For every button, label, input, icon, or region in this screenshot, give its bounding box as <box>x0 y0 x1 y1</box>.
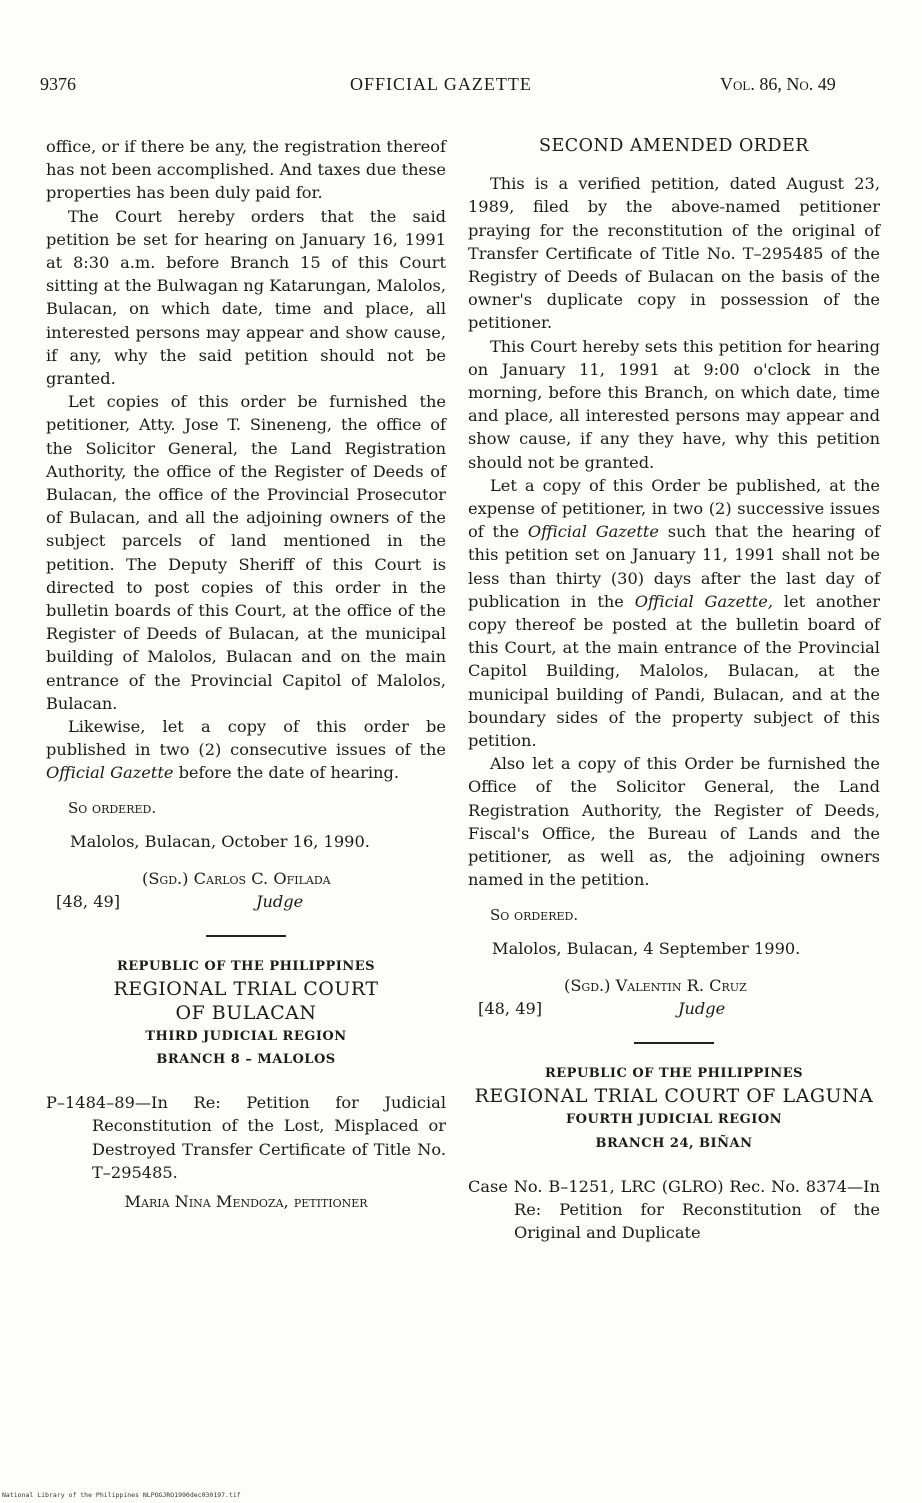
left-signature-block <box>46 867 446 913</box>
left-dateline: Malolos, Bulacan, October 16, 1990. <box>70 831 370 851</box>
page-header <box>0 74 922 104</box>
right-p3-post: let another copy thereof be posted at the bulletin board of this Court, at the main entrance of the Provincial Capitol Building, Malolos, Bulacan, at the municipal building of Pandi, Bulacan, and at the boundary sides of the property subject of this petition. <box>468 591 881 751</box>
left-paragraph-1: office, or if there be any, the registration thereof has not been accomplished. And taxes due these properties has been duly paid for. <box>46 137 446 203</box>
right-order-title: SECOND AMENDED ORDER <box>539 136 809 156</box>
right-court: REGIONAL TRIAL COURT OF LAGUNA <box>474 1085 874 1108</box>
right-paragraph-4: Also let a copy of this Order be furnished the Office of the Solicitor General, the Land Registration Authority, the Register of Deeds, Fiscal's Office, the Bureau of Lands and the petitioner, as well as, the adjoining owners named in the petition. <box>468 754 880 890</box>
right-paragraph-2: This Court hereby sets this petition for hearing on January 11, 1991 at 9:00 o'clock in the morning, before this Branch, on which date, time and place, all interested persons may appear and show cause, if any they have, why this petition should not be granted. <box>468 336 880 472</box>
right-p3-mid: such that the hearing of this petition set on January 11, 1991 shall not be less than thirty (30) days after the last day of publication in the <box>468 522 880 611</box>
right-p3-gazette-2: Official Gazette, <box>634 591 773 611</box>
right-dateline: Malolos, Bulacan, 4 September 1990. <box>492 938 801 958</box>
left-so-ordered: So ordered. <box>68 798 157 817</box>
left-paragraph-4 <box>46 715 446 785</box>
right-issue-ref: [48, 49] <box>478 998 543 1018</box>
right-p3-gazette-1: Official Gazette <box>527 522 659 542</box>
left-region: THIRD JUDICIAL REGION <box>145 1028 347 1044</box>
left-paragraph-3: Let copies of this order be furnished the petitioner, Atty. Jose T. Sineneng, the office of the Solicitor General, the Land Registration Authority, the office of the Register of Deeds of Bulacan, the office of the Provincial Prosecutor of Bulacan, and all the adjoining owners of the subject parcels of land mentioned in the petition. The Deputy Sheriff of this Court is directed to post copies of this order in the bulletin boards of this Court, at the office of the Register of Deeds of Bulacan, at the municipal building of Malolos, Bulacan and on the main entrance of the Provincial Capitol of Malolos, Bulacan. <box>46 392 446 713</box>
page-number: 9376 <box>40 74 76 94</box>
publication-title: OFFICIAL GAZETTE <box>350 74 532 94</box>
right-republic: REPUBLIC OF THE PHILIPPINES <box>544 1065 804 1081</box>
left-issue-ref: [48, 49] <box>56 892 121 912</box>
left-republic: REPUBLIC OF THE PHILIPPINES <box>116 959 376 975</box>
left-p4-pre: Likewise, let a copy of this order be published in two (2) consecutive issues of the <box>46 717 446 760</box>
right-column <box>468 135 880 1244</box>
left-court-line-1: REGIONAL TRIAL COURT <box>113 978 379 1001</box>
left-p4-post: before the date of hearing. <box>173 763 399 783</box>
volume-number: Vol. 86, No. 49 <box>720 74 836 94</box>
left-petitioner: Maria Nina Mendoza, petitioner <box>124 1191 368 1211</box>
right-divider <box>634 1042 714 1044</box>
left-case-title: P–1484–89—In Re: Petition for Judicial Reconstitution of the Lost, Misplaced or Destroyed Transfer Certificate of Title No. T–295485. <box>46 1093 446 1182</box>
right-region: FOURTH JUDICIAL REGION <box>565 1112 783 1128</box>
left-role: Judge <box>256 892 304 912</box>
left-branch: BRANCH 8 – MALOLOS <box>156 1051 336 1067</box>
right-paragraph-1: This is a verified petition, dated August 23, 1989, filed by the above-named petitioner praying for the reconstitution of the original of Transfer Certificate of Title No. T–295485 of the Registry of Deeds of Bulacan on the basis of the owner's duplicate copy in possession of the petitioner. <box>468 174 880 333</box>
right-branch: BRANCH 24, BIÑAN <box>595 1135 753 1151</box>
right-signatory: (Sgd.) Valentin R. Cruz <box>564 975 747 995</box>
right-p3-pre: Let a copy of this Order be published, at the expense of petitioner, in two (2) successive issues of the <box>468 475 880 542</box>
right-paragraph-3 <box>468 474 880 752</box>
left-p4-gazette: Official Gazette <box>46 763 174 783</box>
scan-footer: National Library of the Philippines NLPOGJRO1990dec030197.tif <box>2 1491 241 1499</box>
left-column <box>46 135 446 1213</box>
right-so-ordered: So ordered. <box>490 905 579 924</box>
left-court-line-2: OF BULACAN <box>175 1001 317 1024</box>
right-role: Judge <box>678 998 726 1018</box>
left-paragraph-2: The Court hereby orders that the said petition be set for hearing on January 16, 1991 at 8:30 a.m. before Branch 15 of this Court sitting at the Bulwagan ng Katarungan, Malolos, Bulacan, on which date, time and place, all interested persons may appear and show cause, if any, why the said petition should not be granted. <box>46 206 446 389</box>
left-divider <box>206 935 286 937</box>
right-signature-block <box>468 974 880 1020</box>
left-signatory: (Sgd.) Carlos C. Ofilada <box>142 869 331 889</box>
right-case-title: Case No. B–1251, LRC (GLRO) Rec. No. 8374—In Re: Petition for Reconstitution of the Original and Duplicate <box>468 1176 880 1243</box>
